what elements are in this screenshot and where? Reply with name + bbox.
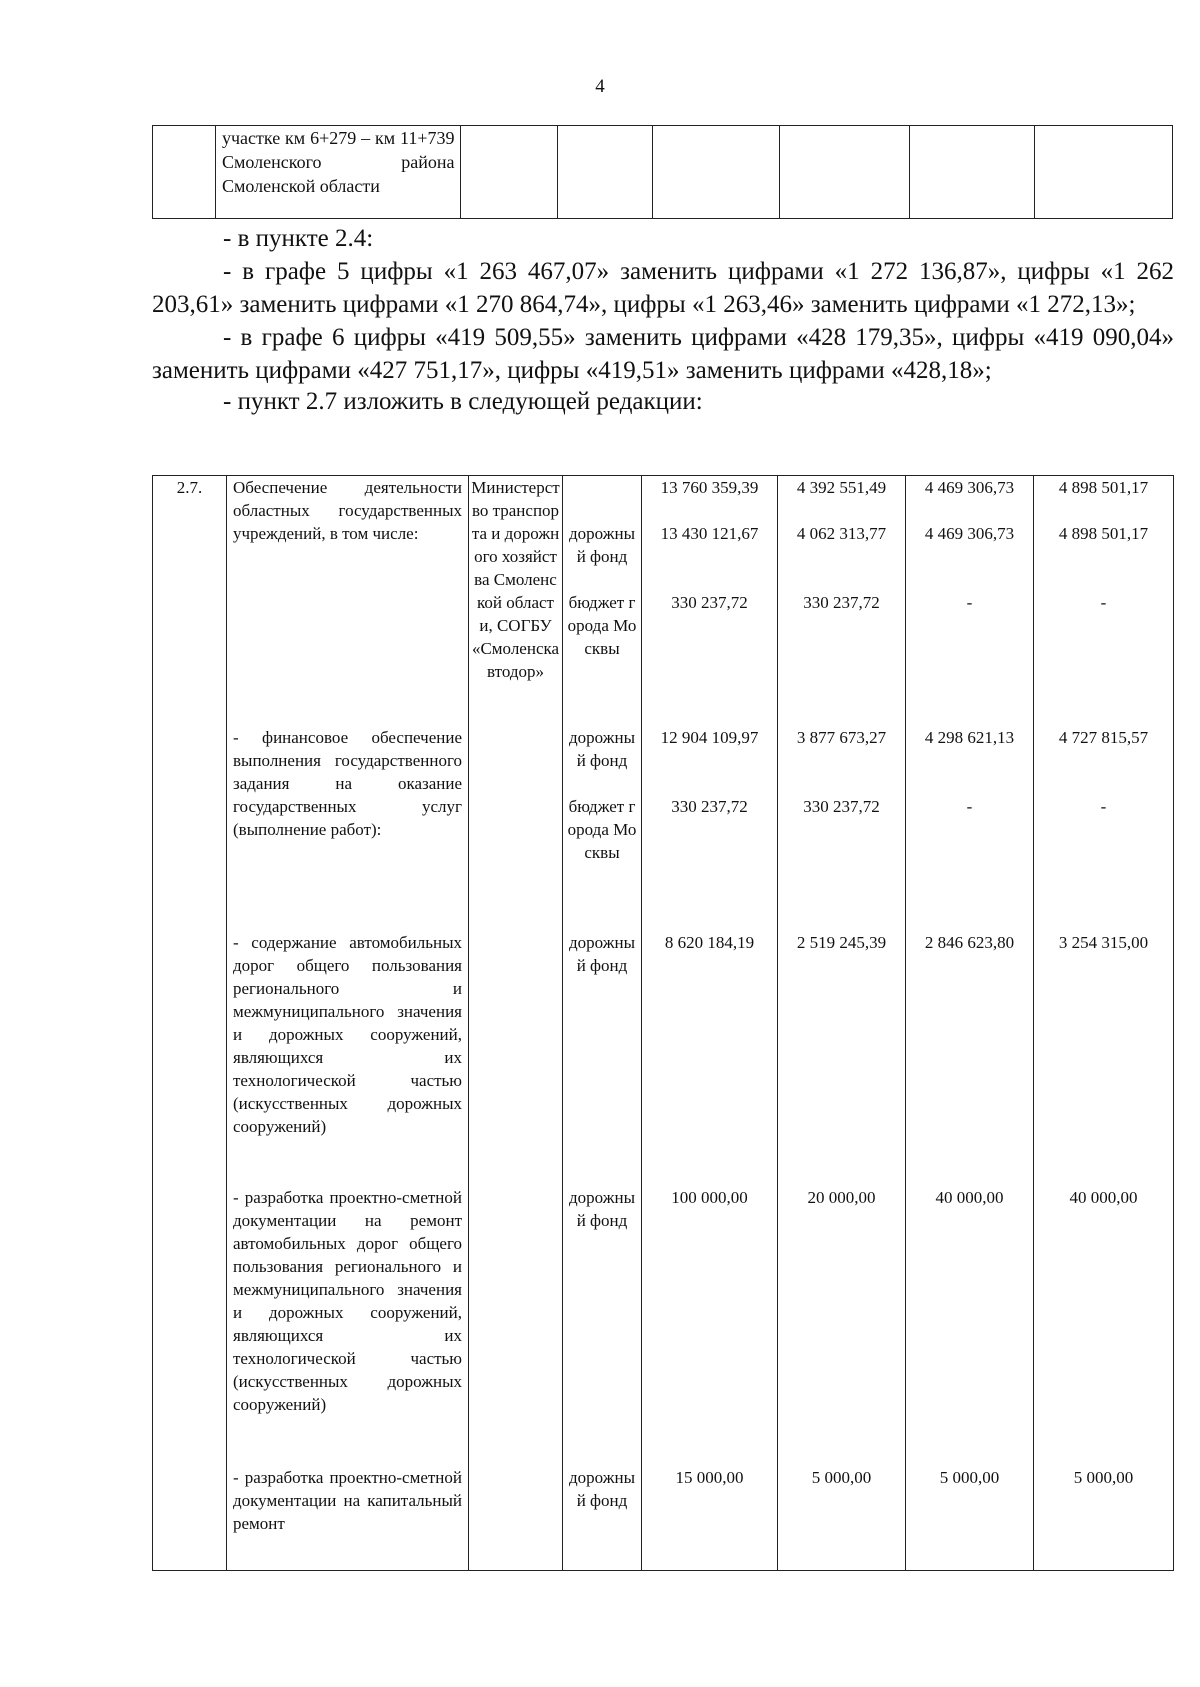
activity-descriptions bbox=[227, 476, 469, 1571]
source-r2-road-fund: дорожный фонд bbox=[569, 728, 635, 770]
source-r1-moscow-budget: бюджет города Москвы bbox=[567, 593, 637, 658]
paragraph-2-7: - пункт 2.7 изложить в следующей редакции: bbox=[223, 388, 703, 415]
source-r5-road-fund: дорожный фонд bbox=[569, 1468, 635, 1510]
amount-total: 13 760 359,39 13 430 121,67 330 237,72 12 904 109,97 330 237,72 8 620 184,19 100 000,00 15 000,00 bbox=[642, 476, 778, 1571]
paragraph-2-4: - в пункте 2.4: bbox=[223, 225, 374, 252]
source-r2-moscow-budget: бюджет города Москвы bbox=[567, 797, 637, 862]
source-r3-road-fund: дорожный фонд bbox=[569, 933, 635, 975]
item-number: 2.7. bbox=[153, 476, 227, 1571]
amount-year-1: 4 392 551,49 4 062 313,77 330 237,72 3 877 673,27 330 237,72 2 519 245,39 20 000,00 5 000,00 bbox=[778, 476, 906, 1571]
source-r1-road-fund: дорожный фонд bbox=[569, 524, 635, 566]
page-number: 4 bbox=[595, 76, 605, 97]
desc-r4: - разработка проектно-сметной документации на ремонт автомобильных дорог общего пользования регионального и межмуниципального значения и дорожных сооружений, являющихся их технологической частью (искусственных дорожных сооружений) bbox=[233, 1188, 462, 1414]
paragraph-column-6: - в графе 6 цифры «419 509,55» заменить цифрами «428 179,35», цифры «419 090,04» заменить цифрами «427 751,17», цифры «419,51» заменить цифрами «428,18»; bbox=[152, 324, 1174, 384]
desc-r2: - финансовое обеспечение выполнения государственного задания на оказание государственных услуг (выполнение работ): bbox=[233, 728, 462, 839]
desc-r5: - разработка проектно-сметной документации на капитальный ремонт bbox=[233, 1468, 462, 1533]
desc-r3: - содержание автомобильных дорог общего пользования регионального и межмуниципального значения и дорожных сооружений, являющихся их технологической частью (искусственных дорожных сооружений) bbox=[233, 933, 462, 1136]
item-2-7-table bbox=[152, 475, 1174, 1571]
object-description: участке км 6+279 – км 11+739 Смоленского района Смоленской области bbox=[216, 126, 461, 219]
amount-year-3: 4 898 501,17 4 898 501,17 - 4 727 815,57 - 3 254 315,00 40 000,00 5 000,00 bbox=[1034, 476, 1174, 1571]
source-r4-road-fund: дорожный фонд bbox=[569, 1188, 635, 1230]
funding-sources bbox=[563, 476, 642, 1571]
cell-empty bbox=[153, 126, 216, 219]
amendment-text bbox=[152, 222, 1174, 417]
executor: Министерство транспорта и дорожного хозяйства Смоленской области, СОГБУ «Смоленскавтодор» bbox=[469, 476, 563, 1571]
amount-year-2: 4 469 306,73 4 469 306,73 - 4 298 621,13 - 2 846 623,80 40 000,00 5 000,00 bbox=[906, 476, 1034, 1571]
continued-table bbox=[152, 125, 1173, 219]
desc-r1: Обеспечение деятельности областных государственных учреждений, в том числе: bbox=[233, 478, 462, 543]
paragraph-column-5: - в графе 5 цифры «1 263 467,07» заменить цифрами «1 272 136,87», цифры «1 262 203,61» заменить цифрами «1 270 864,74», цифры «1 263,46» заменить цифрами «1 272,13»; bbox=[152, 258, 1174, 318]
